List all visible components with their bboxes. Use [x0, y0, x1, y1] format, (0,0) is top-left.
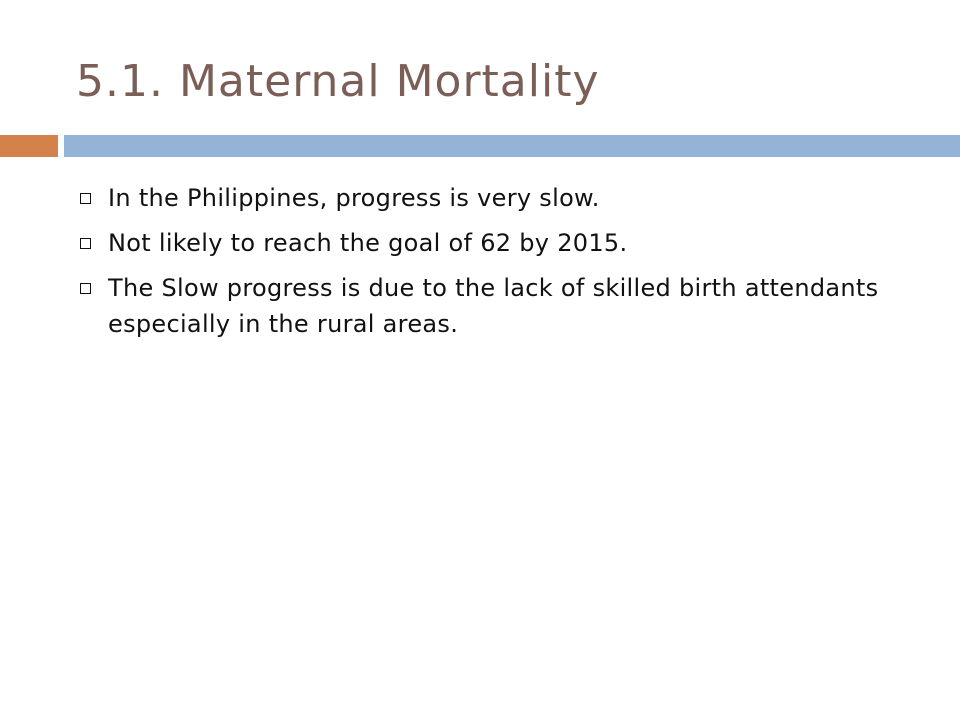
- square-bullet-icon: [80, 193, 91, 204]
- square-bullet-icon: [80, 283, 91, 294]
- bullet-item: [76, 180, 936, 216]
- slide-title: 5.1. Maternal Mortality: [76, 56, 600, 107]
- bullet-text: Not likely to reach the goal of 62 by 2015.: [108, 229, 628, 257]
- bullet-item: [76, 225, 936, 261]
- title-rule-bar: [64, 135, 960, 157]
- bullet-item: [76, 270, 936, 342]
- bullet-text: In the Philippines, progress is very slow.: [108, 184, 600, 212]
- accent-bar: [0, 135, 58, 157]
- bullet-list: [76, 180, 936, 351]
- bullet-text: The Slow progress is due to the lack of skilled birth attendants especially in the rural areas.: [108, 274, 879, 338]
- square-bullet-icon: [80, 238, 91, 249]
